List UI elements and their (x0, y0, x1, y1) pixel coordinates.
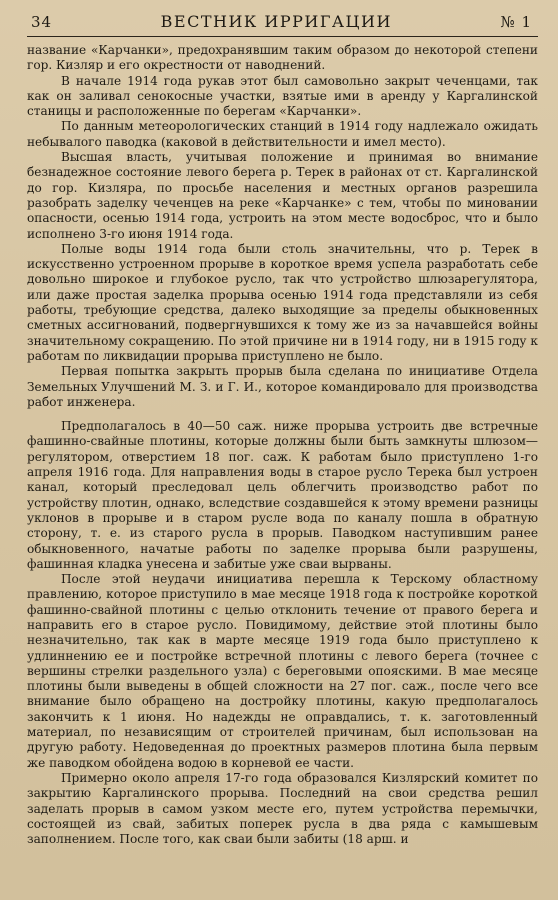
paragraph: В начале 1914 года рукав этот был самовольно закрыт чеченцами, так как он заливал сенокосные участки, взятые ими в аренду у Каргалинской станицы и расположенные по берегам «Карчанки». (27, 73, 538, 119)
text-section-2 (27, 419, 538, 847)
paragraph: Полые воды 1914 года были столь значительны, что р. Терек в искусственно устроенном прорыве в короткое время успела разработать себе довольно широкое и глубокое русло, так что устройство шлюзарегулятора, или даже простая заделка прорыва осенью 1914 года представляли из себя работы, требующие средства, далеко выходящие за пределы обыкновенных сметных ассигнований, подвергнувшихся к тому же из за начавшейся войны значительному сокращению. По этой причине ни в 1914 году, ни в 1915 году к работам по ликвидации прорыва приступлено не было. (27, 241, 538, 363)
page-header (27, 12, 538, 34)
paragraph: Предполагалось в 40—50 саж. ниже прорыва устроить две встречные фашинно-свайные плотины, которые должны были быть замкнуты шлюзом—регулятором, отверстием 18 пог. саж. К работам было приступлено 1-го апреля 1916 года. Для направления воды в старое русло Терека был устроен канал, который преследовал цель облегчить производство работ по устройству плотин, однако, вследствие создавшейся к этому времени разницы уклонов в прорыве и в старом русле вода по каналу пошла в обратную сторону, т. е. из старого русла в прорыв. Паводком наступившим ранее обыкновенного, начатые работы по заделке прорыва были разрушены, фашинная кладка унесена и забитые уже сваи вырваны. (27, 419, 538, 571)
paragraph: название «Карчанки», предохранявшим таким образом до некоторой степени гор. Кизляр и его окрестности от наводнений. (27, 43, 538, 73)
issue-number: № 1 (500, 13, 532, 31)
paragraph: Высшая власть, учитывая положение и принимая во внимание безнадежное состояние левого берега р. Терек в районах от ст. Каргалинской до гор. Кизляра, по просьбе населения и местных органов разрешила разобрать заделку чеченцев на реке «Карчанке» с тем, чтобы по миновании опасности, осенью 1914 года, устроить на этом месте водосброс, что и было исполнено 3-го июня 1914 года. (27, 150, 538, 241)
paragraph: После этой неудачи инициатива перешла к Терскому областному правлению, которое приступило в мае месяце 1918 года к постройке короткой фашинно-свайной плотины с целью отклонить течение от правого берега и направить его в старое русло. Повидимому, действие этой плотины было незначительно, так как в марте месяце 1919 года было приступлено к удлиннению ее и постройке встречной плотины с левого берега (точнее с вершины стрелки раздельного узла) с береговыми опояскими. В мае месяце плотины были выведены в общей сложности на 27 пог. саж., после чего все внимание было обращено на достройку плотины, какую предполагалось закончить к 1 июня. Но надежды не оправдались, т. к. заготовленный материал, по независящим от строителей причинам, был использован на другую работу. Недоведенная до проектных размеров плотина была первым же паводком обойдена водою в корневой ее части. (27, 572, 538, 770)
paragraph: По данным метеорологических станций в 1914 году надлежало ожидать небывалого паводка (каковой в действительности и имел место). (27, 119, 538, 149)
journal-title: ВЕСТНИК ИРРИГАЦИИ (160, 12, 392, 31)
paragraph: Первая попытка закрыть прорыв была сделана по инициативе Отдела Земельных Улучшений М. З. и Г. И., которое командировало для производства работ инженера. (27, 364, 538, 409)
page-number: 34 (31, 13, 53, 31)
paragraph: Примерно около апреля 17-го года образовался Кизлярский комитет по закрытию Каргалинского прорыва. Последний на свои средства решил заделать прорыв в самом узком месте его, путем устройства перемычки, состоящей из свай, забитых поперек русла в два ряда с камышевым заполнением. После того, как сваи были забиты (18 арш. и (27, 770, 538, 847)
section-gap (27, 410, 538, 419)
header-rule (27, 36, 538, 37)
text-section-1 (27, 43, 538, 410)
